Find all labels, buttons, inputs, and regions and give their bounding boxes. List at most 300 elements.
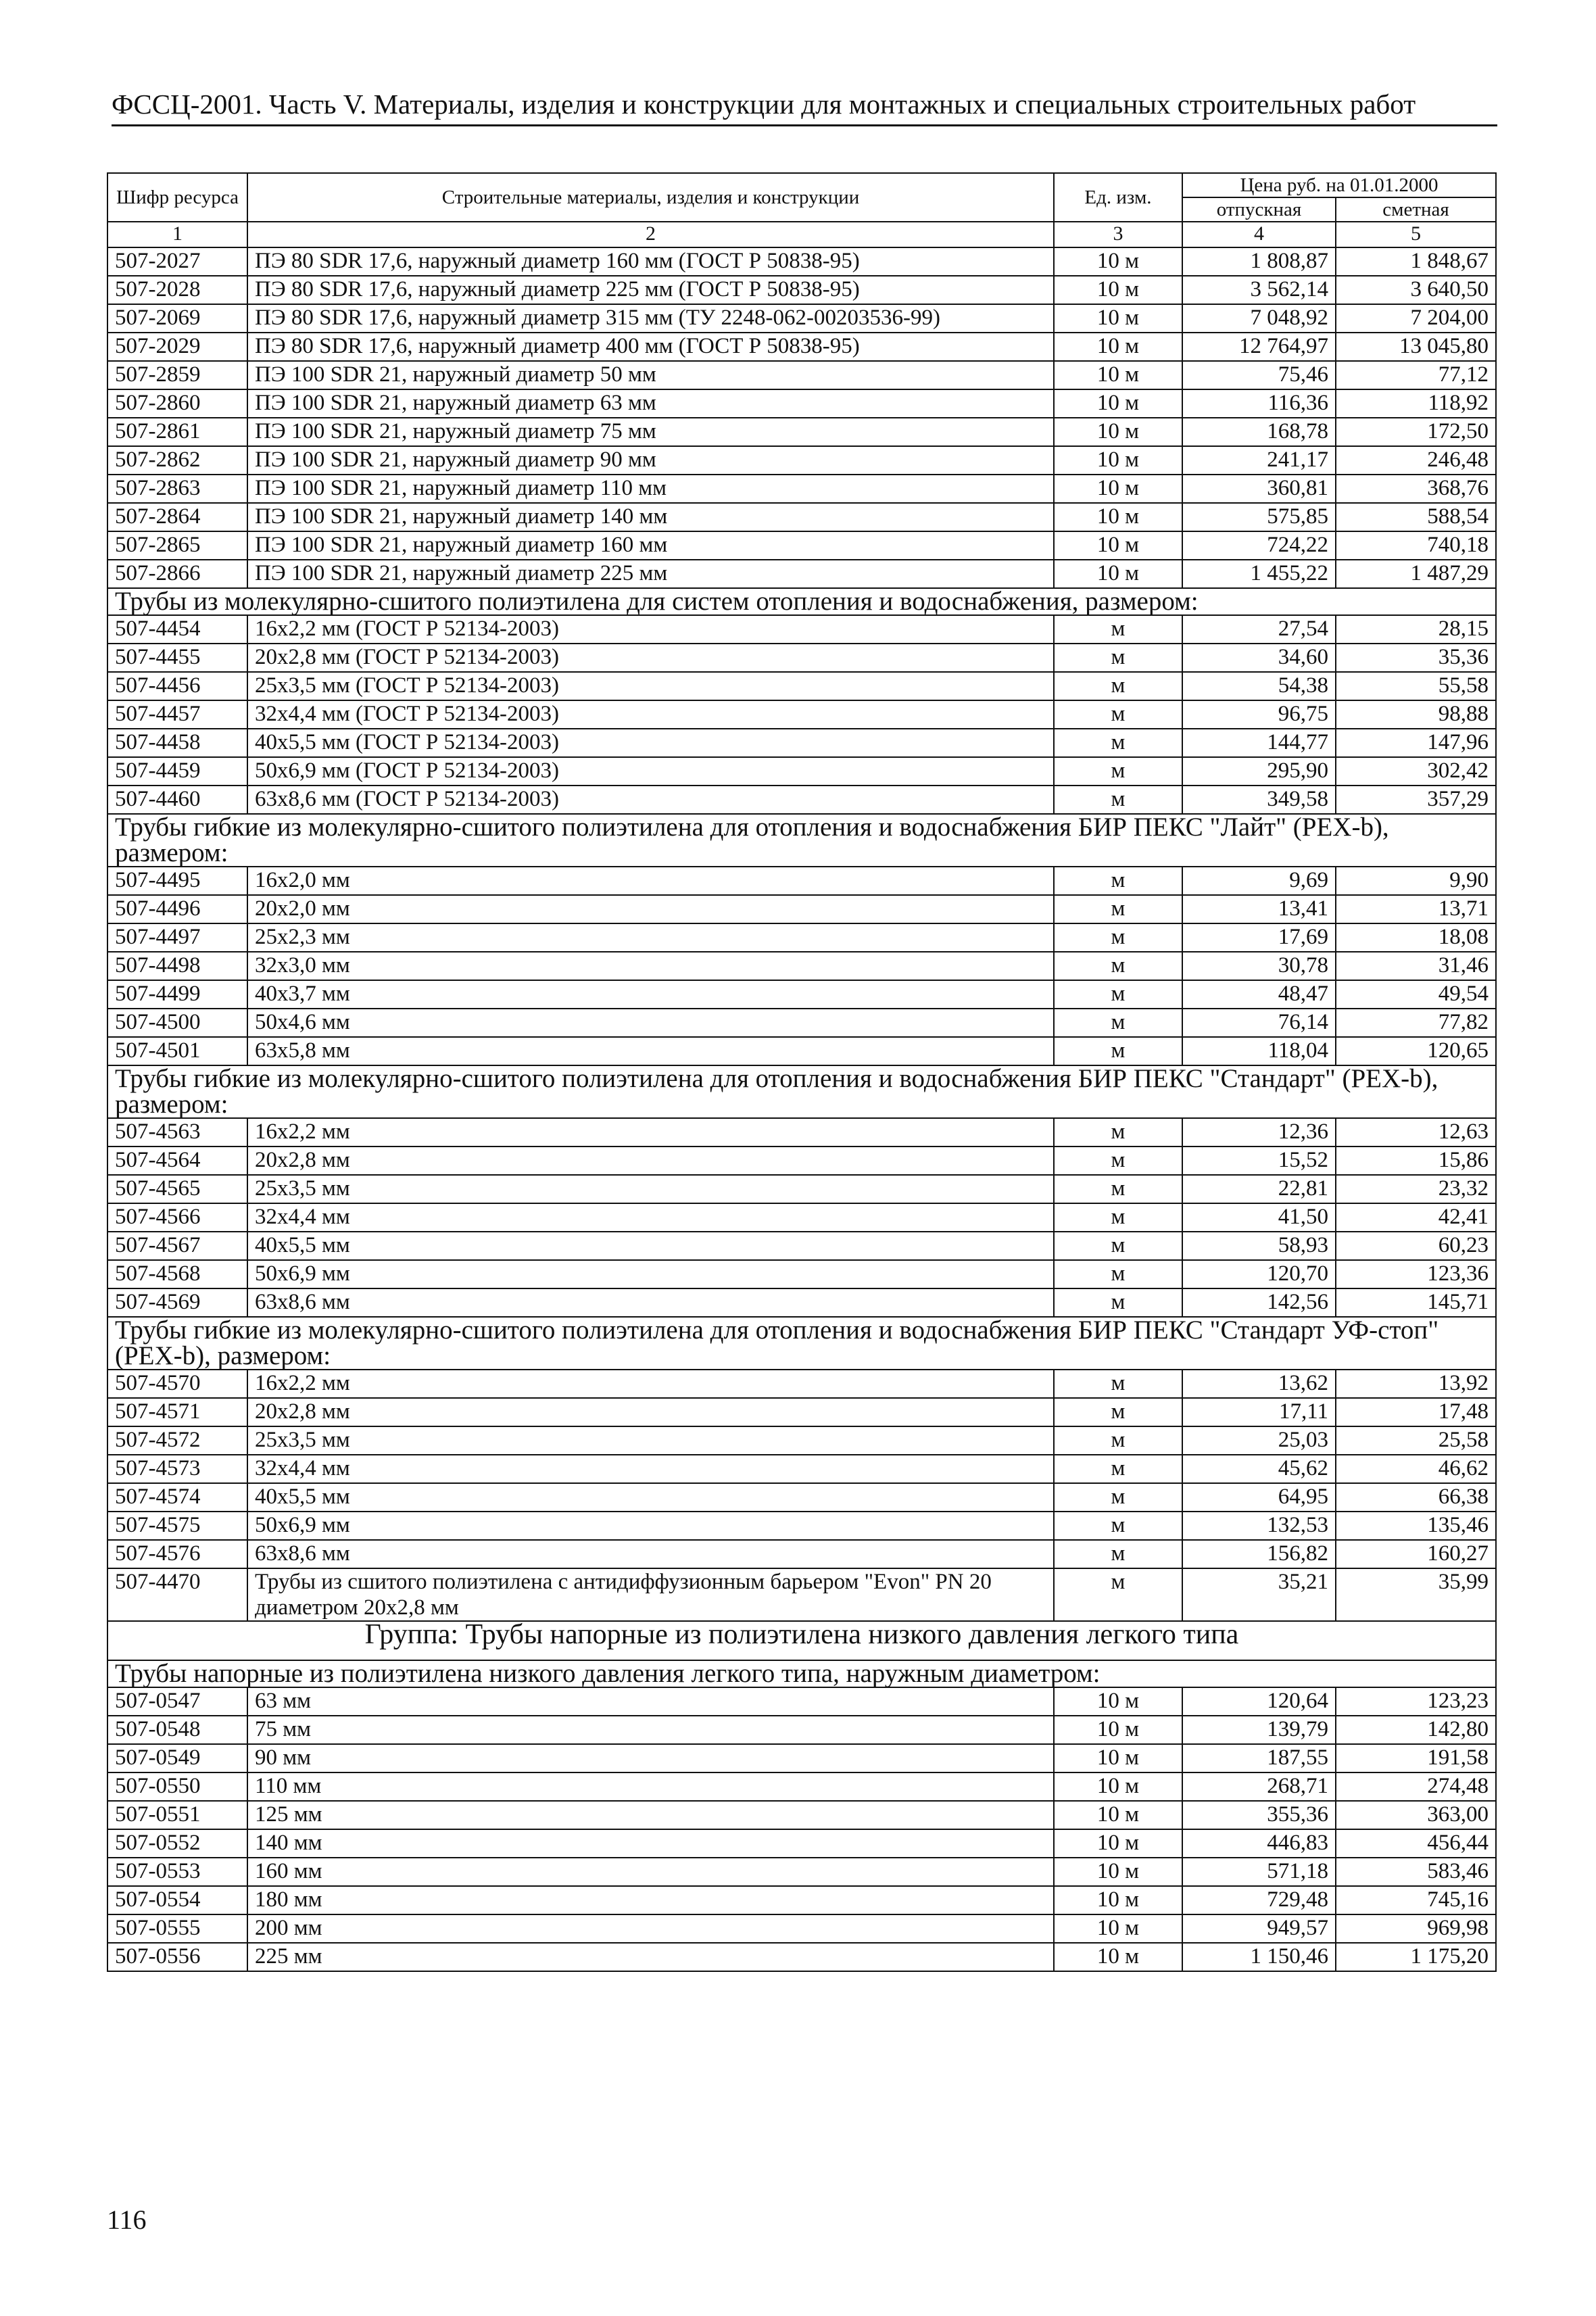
row-release-price: 349,58 [1182,786,1336,814]
table-row [107,644,1496,672]
table-row [107,1687,1496,1716]
row-unit: м [1054,1540,1182,1568]
table-row [107,247,1496,276]
row-estimate-price: 745,16 [1336,1886,1496,1914]
row-estimate-price: 172,50 [1336,418,1496,446]
row-code: 507-0552 [107,1829,247,1858]
row-code: 507-4495 [107,867,247,895]
table-row [107,729,1496,757]
group-row [107,1621,1496,1660]
row-name: ПЭ 80 SDR 17,6, наружный диаметр 160 мм (ГОСТ Р 50838-95) [247,247,1054,276]
row-unit: м [1054,786,1182,814]
row-name: 40х3,7 мм [247,980,1054,1009]
row-code: 507-4575 [107,1512,247,1540]
row-name: 125 мм [247,1801,1054,1829]
row-name: 225 мм [247,1943,1054,1971]
row-name: ПЭ 80 SDR 17,6, наружный диаметр 315 мм (ТУ 2248-062-00203536-99) [247,304,1054,333]
table-row [107,980,1496,1009]
table-row [107,1483,1496,1512]
row-unit: 10 м [1054,446,1182,475]
row-code: 507-4568 [107,1260,247,1288]
row-estimate-price: 15,86 [1336,1147,1496,1175]
page-number: 116 [107,2204,147,2235]
row-release-price: 96,75 [1182,700,1336,729]
row-estimate-price: 456,44 [1336,1829,1496,1858]
row-code: 507-4572 [107,1426,247,1455]
row-name: 40х5,5 мм (ГОСТ Р 52134-2003) [247,729,1054,757]
row-code: 507-4501 [107,1037,247,1065]
row-unit: 10 м [1054,276,1182,304]
row-code: 507-2862 [107,446,247,475]
row-code: 507-4576 [107,1540,247,1568]
row-code: 507-4500 [107,1009,247,1037]
price-table [107,172,1497,1972]
row-release-price: 118,04 [1182,1037,1336,1065]
row-estimate-price: 123,36 [1336,1260,1496,1288]
table-row [107,952,1496,980]
table-row [107,503,1496,531]
row-release-price: 75,46 [1182,361,1336,389]
row-unit: 10 м [1054,531,1182,560]
row-name: 63х8,6 мм (ГОСТ Р 52134-2003) [247,786,1054,814]
row-code: 507-4564 [107,1147,247,1175]
row-name: ПЭ 100 SDR 21, наружный диаметр 90 мм [247,446,1054,475]
table-row [107,1175,1496,1203]
table-row [107,1037,1496,1065]
table-row [107,1147,1496,1175]
table-row [107,1858,1496,1886]
table-row [107,446,1496,475]
row-unit: 10 м [1054,1886,1182,1914]
row-name: ПЭ 100 SDR 21, наружный диаметр 63 мм [247,389,1054,418]
row-estimate-price: 35,99 [1336,1568,1496,1621]
row-name: 32х4,4 мм [247,1203,1054,1232]
row-code: 507-4460 [107,786,247,814]
row-estimate-price: 42,41 [1336,1203,1496,1232]
row-estimate-price: 23,32 [1336,1175,1496,1203]
row-code: 507-2027 [107,247,247,276]
row-code: 507-2861 [107,418,247,446]
table-row [107,1009,1496,1037]
table-row [107,1829,1496,1858]
row-code: 507-4566 [107,1203,247,1232]
table-row [107,1118,1496,1147]
row-name: 40х5,5 мм [247,1483,1054,1512]
row-code: 507-4496 [107,895,247,923]
row-code: 507-4570 [107,1370,247,1398]
row-estimate-price: 12,63 [1336,1118,1496,1147]
row-unit: 10 м [1054,1801,1182,1829]
row-release-price: 139,79 [1182,1716,1336,1744]
row-name: 50х6,9 мм (ГОСТ Р 52134-2003) [247,757,1054,786]
row-code: 507-4456 [107,672,247,700]
row-code: 507-2866 [107,560,247,588]
row-unit: м [1054,672,1182,700]
row-release-price: 9,69 [1182,867,1336,895]
row-unit: 10 м [1054,560,1182,588]
row-estimate-price: 7 204,00 [1336,304,1496,333]
row-name: 63х5,8 мм [247,1037,1054,1065]
section-row [107,814,1496,867]
row-name: 160 мм [247,1858,1054,1886]
row-estimate-price: 740,18 [1336,531,1496,560]
row-code: 507-4567 [107,1232,247,1260]
row-estimate-price: 3 640,50 [1336,276,1496,304]
row-unit: м [1054,1147,1182,1175]
row-release-price: 355,36 [1182,1801,1336,1829]
row-name: 75 мм [247,1716,1054,1744]
row-estimate-price: 1 848,67 [1336,247,1496,276]
row-release-price: 187,55 [1182,1744,1336,1772]
table-row [107,1288,1496,1317]
row-release-price: 35,21 [1182,1568,1336,1621]
row-release-price: 116,36 [1182,389,1336,418]
row-release-price: 295,90 [1182,757,1336,786]
row-unit: 10 м [1054,304,1182,333]
row-unit: м [1054,757,1182,786]
row-release-price: 949,57 [1182,1914,1336,1943]
row-release-price: 30,78 [1182,952,1336,980]
row-code: 507-4454 [107,615,247,644]
table-row [107,1943,1496,1971]
row-code: 507-4499 [107,980,247,1009]
table-row [107,475,1496,503]
row-release-price: 48,47 [1182,980,1336,1009]
row-unit: м [1054,895,1182,923]
row-code: 507-4455 [107,644,247,672]
row-name: ПЭ 100 SDR 21, наружный диаметр 140 мм [247,503,1054,531]
row-name: 20х2,8 мм [247,1398,1054,1426]
row-release-price: 120,64 [1182,1687,1336,1716]
row-name: 200 мм [247,1914,1054,1943]
row-release-price: 1 808,87 [1182,247,1336,276]
row-estimate-price: 28,15 [1336,615,1496,644]
row-code: 507-4565 [107,1175,247,1203]
row-code: 507-2028 [107,276,247,304]
row-unit: 10 м [1054,1687,1182,1716]
row-code: 507-4457 [107,700,247,729]
row-release-price: 17,11 [1182,1398,1336,1426]
section-row [107,1065,1496,1118]
row-estimate-price: 13,92 [1336,1370,1496,1398]
table-row [107,1772,1496,1801]
row-code: 507-2864 [107,503,247,531]
row-estimate-price: 123,23 [1336,1687,1496,1716]
row-release-price: 12 764,97 [1182,333,1336,361]
page-header: ФССЦ-2001. Часть V. Материалы, изделия и конструкции для монтажных и специальных строительных работ [112,88,1497,126]
row-unit: м [1054,644,1182,672]
group-title: Группа: Трубы напорные из полиэтилена низкого давления легкого типа [107,1621,1496,1660]
table-row [107,389,1496,418]
row-estimate-price: 35,36 [1336,644,1496,672]
row-unit: м [1054,1260,1182,1288]
table-row [107,1260,1496,1288]
row-unit: 10 м [1054,1772,1182,1801]
col-header-release: отпускная [1182,197,1336,222]
row-name: ПЭ 100 SDR 21, наружный диаметр 160 мм [247,531,1054,560]
row-estimate-price: 1 175,20 [1336,1943,1496,1971]
table-body [107,247,1496,1971]
section-row [107,1317,1496,1370]
col-number: 3 [1054,222,1182,247]
row-estimate-price: 66,38 [1336,1483,1496,1512]
row-name: 50х6,9 мм [247,1512,1054,1540]
row-release-price: 58,93 [1182,1232,1336,1260]
row-unit: 10 м [1054,1716,1182,1744]
row-estimate-price: 60,23 [1336,1232,1496,1260]
table-row [107,560,1496,588]
row-release-price: 360,81 [1182,475,1336,503]
row-unit: м [1054,867,1182,895]
section-title: Трубы гибкие из молекулярно-сшитого полиэтилена для отопления и водоснабжения БИР ПЕКС "Стандарт УФ-стоп" (PEX-b), размером: [107,1317,1496,1370]
row-estimate-price: 302,42 [1336,757,1496,786]
row-unit: 10 м [1054,389,1182,418]
table-row [107,1801,1496,1829]
row-release-price: 25,03 [1182,1426,1336,1455]
row-name: ПЭ 100 SDR 21, наружный диаметр 110 мм [247,475,1054,503]
row-name: 180 мм [247,1886,1054,1914]
row-unit: м [1054,1009,1182,1037]
table-row [107,1203,1496,1232]
row-code: 507-4459 [107,757,247,786]
row-unit: м [1054,1203,1182,1232]
row-name: 16х2,2 мм [247,1370,1054,1398]
row-release-price: 12,36 [1182,1118,1336,1147]
row-estimate-price: 1 487,29 [1336,560,1496,588]
row-code: 507-2029 [107,333,247,361]
row-unit: м [1054,1175,1182,1203]
row-estimate-price: 583,46 [1336,1858,1496,1886]
row-estimate-price: 191,58 [1336,1744,1496,1772]
row-code: 507-0548 [107,1716,247,1744]
row-unit: м [1054,1118,1182,1147]
col-header-name: Строительные материалы, изделия и конструкции [247,173,1054,222]
section-title: Трубы гибкие из молекулярно-сшитого полиэтилена для отопления и водоснабжения БИР ПЕКС "Лайт" (PEX-b), размером: [107,814,1496,867]
table-row [107,867,1496,895]
table-row [107,672,1496,700]
row-name: 63 мм [247,1687,1054,1716]
row-name: 50х6,9 мм [247,1260,1054,1288]
row-estimate-price: 160,27 [1336,1540,1496,1568]
table-row [107,531,1496,560]
table-row [107,1886,1496,1914]
row-unit: м [1054,1512,1182,1540]
row-code: 507-4563 [107,1118,247,1147]
table-row [107,615,1496,644]
row-unit: м [1054,1232,1182,1260]
section-title: Трубы из молекулярно-сшитого полиэтилена для систем отопления и водоснабжения, размером: [107,588,1496,615]
row-unit: м [1054,1568,1182,1621]
row-estimate-price: 135,46 [1336,1512,1496,1540]
row-unit: 10 м [1054,475,1182,503]
row-release-price: 7 048,92 [1182,304,1336,333]
row-estimate-price: 98,88 [1336,700,1496,729]
row-code: 507-2859 [107,361,247,389]
row-estimate-price: 13,71 [1336,895,1496,923]
table-row [107,1232,1496,1260]
row-release-price: 120,70 [1182,1260,1336,1288]
row-unit: м [1054,1455,1182,1483]
row-estimate-price: 18,08 [1336,923,1496,952]
row-release-price: 268,71 [1182,1772,1336,1801]
row-estimate-price: 46,62 [1336,1455,1496,1483]
row-release-price: 41,50 [1182,1203,1336,1232]
row-unit: 10 м [1054,1744,1182,1772]
table-row [107,276,1496,304]
row-code: 507-4571 [107,1398,247,1426]
row-estimate-price: 13 045,80 [1336,333,1496,361]
row-estimate-price: 145,71 [1336,1288,1496,1317]
row-unit: 10 м [1054,333,1182,361]
row-name: 32х4,4 мм [247,1455,1054,1483]
row-code: 507-0554 [107,1886,247,1914]
row-release-price: 1 150,46 [1182,1943,1336,1971]
row-estimate-price: 120,65 [1336,1037,1496,1065]
table-row [107,786,1496,814]
row-code: 507-0553 [107,1858,247,1886]
row-estimate-price: 9,90 [1336,867,1496,895]
row-estimate-price: 357,29 [1336,786,1496,814]
col-header-unit: Ед. изм. [1054,173,1182,222]
row-name: 16х2,0 мм [247,867,1054,895]
table-row [107,304,1496,333]
row-name: 50х4,6 мм [247,1009,1054,1037]
row-release-price: 168,78 [1182,418,1336,446]
table-row [107,700,1496,729]
row-release-price: 34,60 [1182,644,1336,672]
table-row [107,1540,1496,1568]
table-row [107,333,1496,361]
row-name: 25х2,3 мм [247,923,1054,952]
row-unit: 10 м [1054,1943,1182,1971]
row-name: ПЭ 80 SDR 17,6, наружный диаметр 400 мм (ГОСТ Р 50838-95) [247,333,1054,361]
row-release-price: 571,18 [1182,1858,1336,1886]
row-code: 507-0549 [107,1744,247,1772]
row-code: 507-4573 [107,1455,247,1483]
row-name: 20х2,8 мм (ГОСТ Р 52134-2003) [247,644,1054,672]
row-name: 40х5,5 мм [247,1232,1054,1260]
row-estimate-price: 77,12 [1336,361,1496,389]
row-estimate-price: 77,82 [1336,1009,1496,1037]
section-title: Трубы напорные из полиэтилена низкого давления легкого типа, наружным диаметром: [107,1660,1496,1687]
row-release-price: 1 455,22 [1182,560,1336,588]
row-estimate-price: 368,76 [1336,475,1496,503]
row-release-price: 241,17 [1182,446,1336,475]
table-row [107,1426,1496,1455]
section-row [107,588,1496,615]
row-name: 110 мм [247,1772,1054,1801]
row-unit: 10 м [1054,1914,1182,1943]
row-release-price: 13,41 [1182,895,1336,923]
row-unit: м [1054,1370,1182,1398]
row-name: 32х4,4 мм (ГОСТ Р 52134-2003) [247,700,1054,729]
row-code: 507-0547 [107,1687,247,1716]
row-release-price: 15,52 [1182,1147,1336,1175]
row-release-price: 156,82 [1182,1540,1336,1568]
row-estimate-price: 49,54 [1336,980,1496,1009]
row-release-price: 22,81 [1182,1175,1336,1203]
table-row [107,361,1496,389]
row-name: ПЭ 100 SDR 21, наружный диаметр 50 мм [247,361,1054,389]
col-header-estimate: сметная [1336,197,1496,222]
row-estimate-price: 588,54 [1336,503,1496,531]
row-name: Трубы из сшитого полиэтилена с антидиффузионным барьером "Evon" PN 20 диаметром 20х2,8 мм [247,1568,1054,1621]
row-release-price: 64,95 [1182,1483,1336,1512]
row-release-price: 724,22 [1182,531,1336,560]
row-name: 20х2,8 мм [247,1147,1054,1175]
row-name: 16х2,2 мм (ГОСТ Р 52134-2003) [247,615,1054,644]
table-row [107,1370,1496,1398]
row-unit: 10 м [1054,418,1182,446]
row-name: 20х2,0 мм [247,895,1054,923]
table-row [107,1744,1496,1772]
section-title: Трубы гибкие из молекулярно-сшитого полиэтилена для отопления и водоснабжения БИР ПЕКС "Стандарт" (PEX-b), размером: [107,1065,1496,1118]
col-header-code: Шифр ресурса [107,173,247,222]
row-name: ПЭ 100 SDR 21, наружный диаметр 225 мм [247,560,1054,588]
row-release-price: 729,48 [1182,1886,1336,1914]
row-code: 507-2069 [107,304,247,333]
row-unit: м [1054,980,1182,1009]
row-code: 507-2860 [107,389,247,418]
row-release-price: 142,56 [1182,1288,1336,1317]
row-unit: 10 м [1054,1858,1182,1886]
col-number: 1 [107,222,247,247]
row-unit: м [1054,1037,1182,1065]
row-estimate-price: 55,58 [1336,672,1496,700]
table-row [107,418,1496,446]
row-estimate-price: 274,48 [1336,1772,1496,1801]
row-estimate-price: 17,48 [1336,1398,1496,1426]
row-release-price: 3 562,14 [1182,276,1336,304]
row-unit: м [1054,729,1182,757]
col-number: 5 [1336,222,1496,247]
row-unit: м [1054,700,1182,729]
row-code: 507-0551 [107,1801,247,1829]
row-unit: 10 м [1054,1829,1182,1858]
row-release-price: 76,14 [1182,1009,1336,1037]
row-unit: м [1054,1483,1182,1512]
row-code: 507-4574 [107,1483,247,1512]
row-code: 507-2863 [107,475,247,503]
table-row [107,923,1496,952]
row-code: 507-4569 [107,1288,247,1317]
row-code: 507-0555 [107,1914,247,1943]
row-code: 507-2865 [107,531,247,560]
row-code: 507-4458 [107,729,247,757]
row-code: 507-4498 [107,952,247,980]
col-number: 4 [1182,222,1336,247]
row-unit: м [1054,923,1182,952]
table-row [107,1914,1496,1943]
row-release-price: 45,62 [1182,1455,1336,1483]
table-row [107,757,1496,786]
row-unit: 10 м [1054,361,1182,389]
row-release-price: 132,53 [1182,1512,1336,1540]
table-row [107,1398,1496,1426]
row-unit: м [1054,1288,1182,1317]
table-row [107,1455,1496,1483]
row-name: 140 мм [247,1829,1054,1858]
table-row [107,1568,1496,1621]
row-name: 32х3,0 мм [247,952,1054,980]
row-release-price: 13,62 [1182,1370,1336,1398]
row-name: ПЭ 80 SDR 17,6, наружный диаметр 225 мм (ГОСТ Р 50838-95) [247,276,1054,304]
row-release-price: 27,54 [1182,615,1336,644]
row-name: 25х3,5 мм [247,1175,1054,1203]
row-name: 25х3,5 мм (ГОСТ Р 52134-2003) [247,672,1054,700]
col-number: 2 [247,222,1054,247]
row-release-price: 54,38 [1182,672,1336,700]
